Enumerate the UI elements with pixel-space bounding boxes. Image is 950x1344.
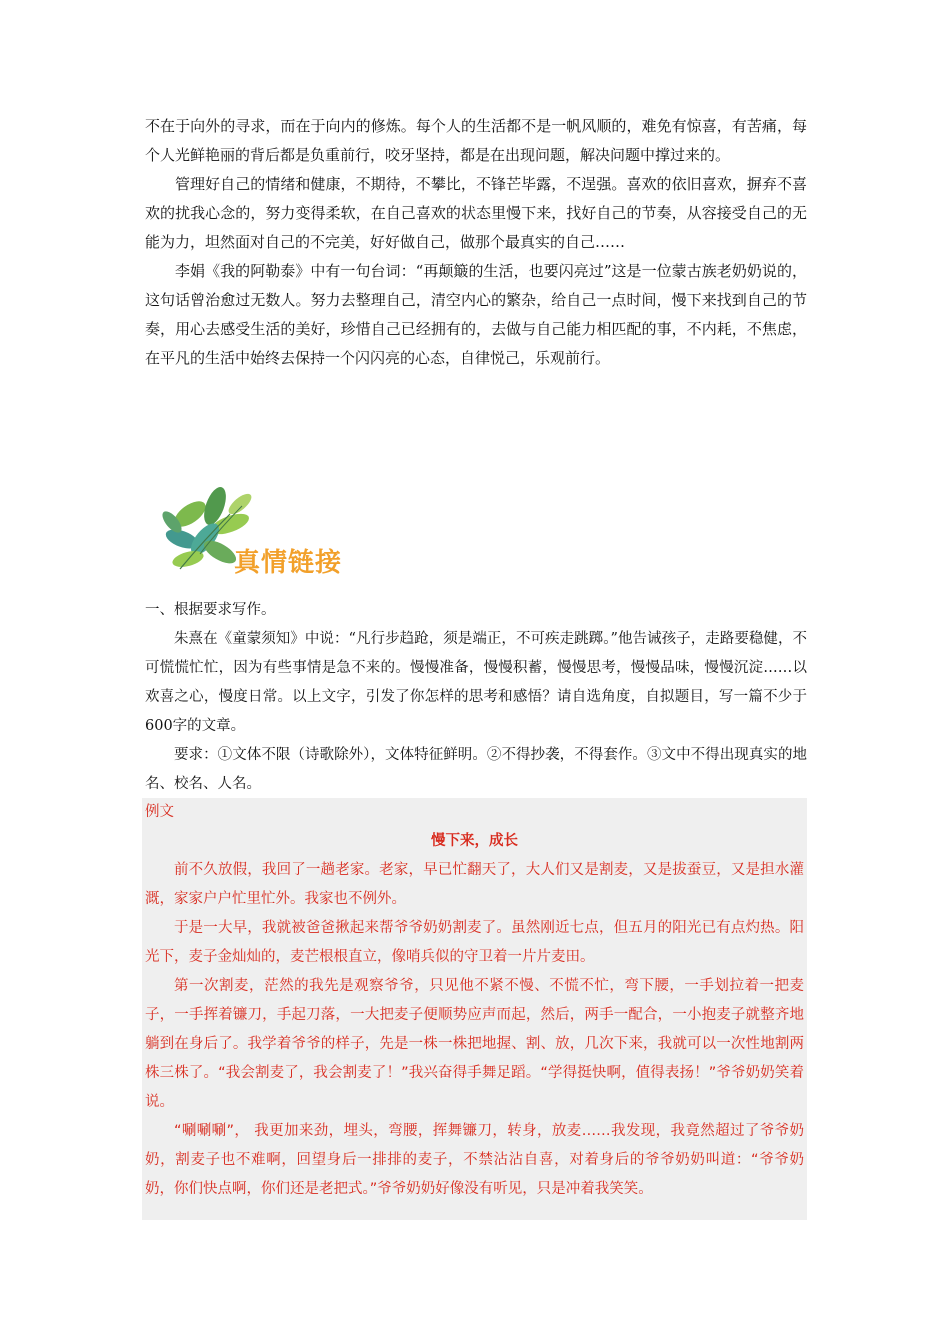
essay-paragraph: 于是一大早，我就被爸爸揪起来帮爷爷奶奶割麦了。虽然刚近七点，但五月的阳光已有点灼热。阳光下，麦子金灿灿的，麦芒根根直立，像哨兵似的守卫着一片片麦田。 (145, 920, 804, 965)
section-header (160, 484, 380, 580)
essay-paragraph: 第一次割麦，茫然的我先是观察爷爷，只见他不紧不慢、不慌不忙，弯下腰，一手划拉着一把麦子，一手挥着镰刀，手起刀落，一大把麦子便顺势应声而起，然后，两手一配合，一小抱麦子就整齐地躺到在身后了。我学着爷爷的样子，先是一株一株把地握、割、放，几次下来，我就可以一次性地割两株三株了。“我会割麦了，我会割麦了！”我兴奋得手舞足蹈。“学得挺快啊，值得表扬！”爷爷奶奶笑着说。 (145, 978, 804, 1110)
essay-label: 例文 (145, 804, 174, 820)
sample-essay-box (142, 798, 807, 1220)
task-heading: 一、根据要求写作。 (145, 602, 276, 618)
intro-paragraph: 李娟《我的阿勒泰》中有一句台词：“再颠簸的生活，也要闪亮过”这是一位蒙古族老奶奶说的，这句话曾治愈过无数人。努力去整理自己，清空内心的繁杂，给自己一点时间，慢下来找到自己的节奏，用心去感受生活的美好，珍惜自己已经拥有的，去做与自己能力相匹配的事，不内耗，不焦虑，在平凡的生活中始终去保持一个闪闪亮的心态，自律悦己，乐观前行。 (145, 262, 807, 367)
task-prompt: 朱熹在《童蒙须知》中说：“凡行步趋跄，须是端正，不可疾走跳踯。”他告诫孩子，走路要稳健，不可慌慌忙忙，因为有些事情是急不来的。慢慢准备，慢慢积蓄，慢慢思考，慢慢品味，慢慢沉淀……以欢喜之心，慢度日常。以上文字，引发了你怎样的思考和感悟？请自选角度，自拟题目，写一篇不少于600字的文章。 (145, 631, 807, 734)
intro-paragraph: 不在于向外的寻求，而在于向内的修炼。每个人的生活都不是一帆风顺的，难免有惊喜，有苦痛，每个人光鲜艳丽的背后都是负重前行，咬牙坚持，都是在出现问题，解决问题中撑过来的。 (145, 117, 807, 164)
section-title: 真情链接 (234, 548, 343, 578)
writing-task (145, 596, 807, 799)
intro-text (145, 112, 807, 373)
essay-paragraph: 前不久放假，我回了一趟老家。老家，早已忙翻天了，大人们又是割麦，又是拔蚕豆，又是担水灌溉，家家户户忙里忙外。我家也不例外。 (145, 862, 804, 907)
intro-paragraph: 管理好自己的情绪和健康，不期待，不攀比，不锋芒毕露，不逞强。喜欢的依旧喜欢，摒弃不喜欢的扰我心念的，努力变得柔软，在自己喜欢的状态里慢下来，找好自己的节奏，从容接受自己的无能为力，坦然面对自己的不完美，好好做自己，做那个最真实的自己…… (145, 175, 807, 251)
essay-paragraph: “唰唰唰”， 我更加来劲，埋头，弯腰，挥舞镰刀，转身，放麦……我发现，我竟然超过了爷爷奶奶，割麦子也不难啊，回望身后一排排的麦子，不禁沾沾自喜，对着身后的爷爷奶奶叫道：“爷爷奶奶，你们快点啊，你们还是老把式。”爷爷奶奶好像没有听见，只是冲着我笑笑。 (145, 1123, 804, 1197)
task-requirements: 要求：①文体不限（诗歌除外），文体特征鲜明。②不得抄袭，不得套作。③文中不得出现真实的地名、校名、人名。 (145, 747, 807, 792)
essay-title: 慢下来，成长 (431, 833, 518, 849)
